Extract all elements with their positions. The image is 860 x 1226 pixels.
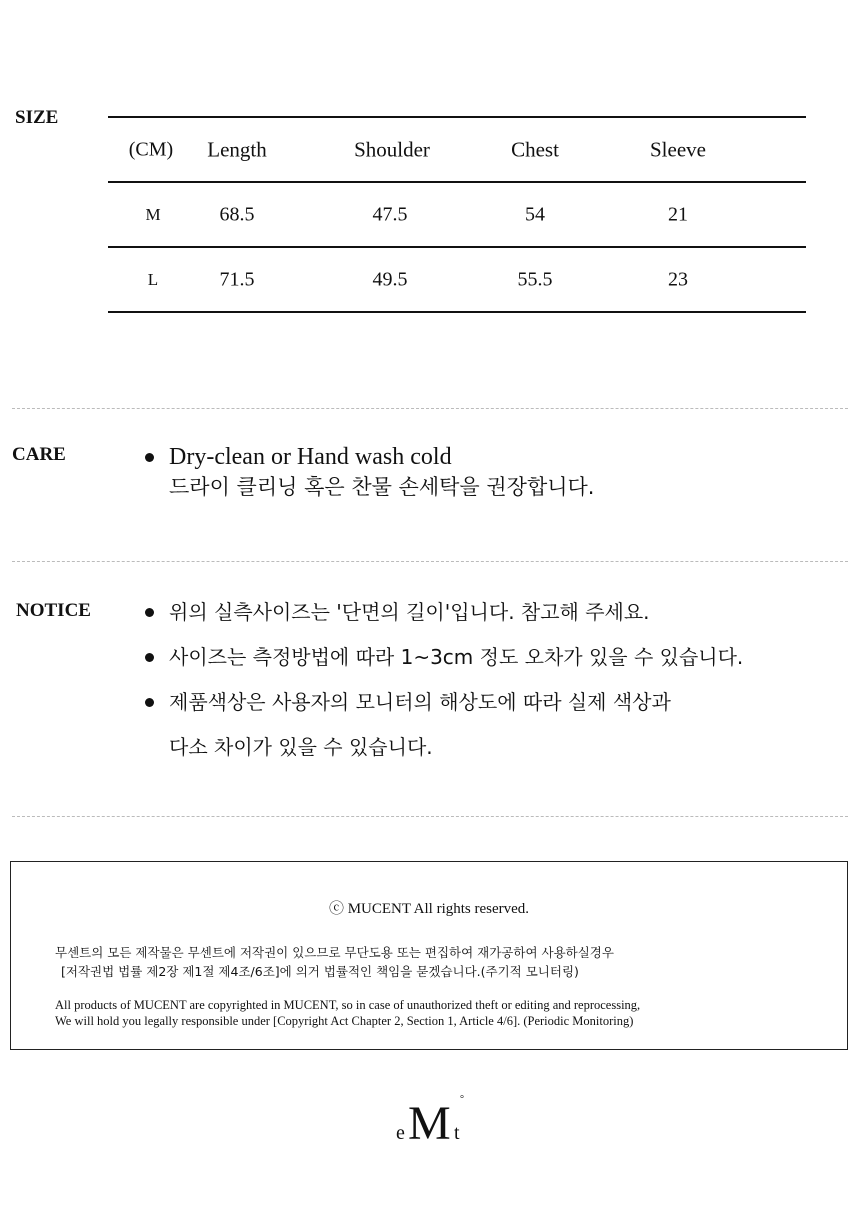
notice-list (145, 597, 743, 762)
table-row (108, 248, 806, 311)
copyright-title: ⓒ MUCENT All rights reserved. (328, 901, 530, 917)
row-sleeve: 23 (668, 268, 688, 290)
care-text-en: Dry-clean or Hand wash cold (169, 444, 452, 470)
logo-letter-t: t (454, 1122, 460, 1144)
table-header-row (108, 118, 806, 181)
brand-logo (396, 1094, 468, 1150)
header-unit: (CM) (128, 138, 174, 160)
size-label: SIZE (15, 107, 59, 128)
logo-letter-m: M (408, 1097, 451, 1150)
row-sleeve: 21 (668, 203, 688, 225)
section-divider (12, 408, 848, 409)
care-label: CARE (12, 444, 66, 465)
logo-mark: ° (460, 1094, 464, 1105)
care-text-kr: 드라이 클리닝 혹은 찬물 손세탁을 권장합니다. (169, 475, 595, 499)
notice-label: NOTICE (16, 600, 91, 621)
row-length: 71.5 (219, 268, 255, 290)
notice-item: 제품색상은 사용자의 모니터의 해상도에 따라 실제 색상과 (145, 687, 743, 732)
header-chest: Chest (511, 137, 559, 161)
table-row (108, 183, 806, 246)
row-shoulder: 47.5 (372, 203, 408, 225)
row-size: L (147, 269, 159, 289)
notice-item: 사이즈는 측정방법에 따라 1~3cm 정도 오차가 있을 수 있습니다. (145, 642, 743, 687)
notice-item-continued: 다소 차이가 있을 수 있습니다. (169, 735, 433, 759)
header-sleeve: Sleeve (650, 137, 706, 161)
table-divider (108, 311, 806, 313)
header-length: Length (207, 137, 267, 161)
logo-letter-e: e (396, 1122, 405, 1144)
row-chest: 55.5 (517, 268, 553, 290)
row-size: M (145, 204, 161, 224)
row-shoulder: 49.5 (372, 268, 408, 290)
notice-item: 위의 실측사이즈는 '단면의 길이'입니다. 참고해 주세요. (145, 597, 743, 642)
care-list (145, 442, 594, 502)
row-chest: 54 (525, 203, 545, 225)
copyright-en-line: We will hold you legally responsible under [Copyright Act Chapter 2, Section 1, Article 4/6]. (Periodic Monitoring) (55, 1014, 634, 1028)
section-divider (12, 561, 848, 562)
section-divider (12, 816, 848, 817)
row-length: 68.5 (219, 203, 255, 225)
copyright-kr-line: 무센트의 모든 제작물은 무센트에 저작권이 있으므로 무단도용 또는 편집하여 재가공하여 사용하실경우 (55, 945, 614, 960)
copyright-kr-line: [저작권법 법률 제2장 제1절 제4조/6조]에 의거 법률적인 책임을 묻겠습니다.(주기적 모니터링) (61, 964, 579, 979)
copyright-en-line: All products of MUCENT are copyrighted in MUCENT, so in case of unauthorized theft or editing and reprocessing, (55, 998, 641, 1012)
copyright-box (10, 861, 848, 1050)
care-item (145, 442, 594, 502)
size-table (108, 116, 806, 313)
header-shoulder: Shoulder (354, 137, 430, 161)
